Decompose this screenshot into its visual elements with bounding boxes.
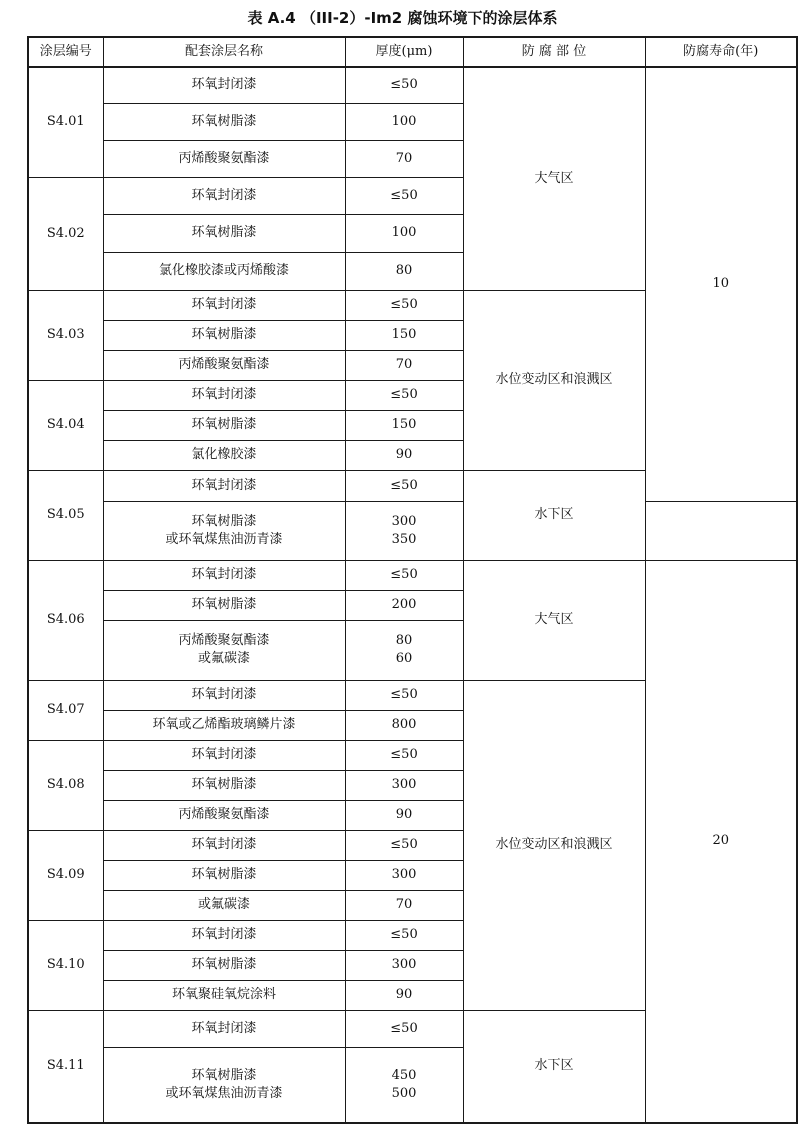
coating-code: S4.02 bbox=[28, 177, 103, 290]
table-row bbox=[28, 67, 797, 103]
coating-code: S4.04 bbox=[28, 380, 103, 470]
coating-name: 环氧树脂漆 bbox=[103, 410, 345, 440]
coating-name: 环氧树脂漆 bbox=[103, 950, 345, 980]
coating-thickness bbox=[345, 620, 463, 680]
zone-underwater: 水下区 bbox=[463, 1010, 645, 1123]
coating-code: S4.06 bbox=[28, 560, 103, 680]
table-body bbox=[28, 67, 797, 1123]
coating-thickness: 200 bbox=[345, 590, 463, 620]
coating-name-line: 或环氧煤焦油沥青漆 bbox=[165, 1085, 283, 1101]
coating-name: 环氧或乙烯酯玻璃鳞片漆 bbox=[103, 710, 345, 740]
service-life-20: 20 bbox=[645, 560, 797, 1123]
coating-thickness: ≤50 bbox=[345, 920, 463, 950]
zone-splash: 水位变动区和浪溅区 bbox=[463, 290, 645, 470]
table-row bbox=[28, 501, 797, 560]
coating-name: 环氧封闭漆 bbox=[103, 560, 345, 590]
coating-thickness: ≤50 bbox=[345, 680, 463, 710]
coating-name bbox=[103, 620, 345, 680]
thickness-line: 450 bbox=[391, 1067, 417, 1083]
thickness-line: 60 bbox=[395, 651, 413, 666]
coating-name: 环氧封闭漆 bbox=[103, 67, 345, 103]
coating-code: S4.05 bbox=[28, 470, 103, 560]
coating-thickness: ≤50 bbox=[345, 380, 463, 410]
coating-code: S4.07 bbox=[28, 680, 103, 740]
coating-name bbox=[103, 1047, 345, 1123]
coating-name: 环氧树脂漆 bbox=[103, 103, 345, 140]
coating-thickness: 150 bbox=[345, 320, 463, 350]
coating-name: 丙烯酸聚氨酯漆 bbox=[103, 140, 345, 177]
coating-name: 环氧封闭漆 bbox=[103, 830, 345, 860]
coating-name: 环氧封闭漆 bbox=[103, 177, 345, 214]
coating-name: 或氟碳漆 bbox=[103, 890, 345, 920]
coating-thickness: 100 bbox=[345, 103, 463, 140]
coating-name-line: 环氧树脂漆 bbox=[191, 513, 257, 529]
coating-thickness: ≤50 bbox=[345, 290, 463, 320]
coating-name: 环氧树脂漆 bbox=[103, 860, 345, 890]
coating-name: 环氧封闭漆 bbox=[103, 1010, 345, 1047]
coating-name: 环氧树脂漆 bbox=[103, 770, 345, 800]
coating-thickness: ≤50 bbox=[345, 740, 463, 770]
thickness-line: 300 bbox=[391, 513, 417, 529]
service-life-10: 10 bbox=[645, 67, 797, 501]
coating-thickness: 300 bbox=[345, 860, 463, 890]
coating-name: 环氧封闭漆 bbox=[103, 470, 345, 501]
header-row bbox=[28, 37, 797, 67]
coating-code: S4.01 bbox=[28, 67, 103, 177]
coating-code: S4.09 bbox=[28, 830, 103, 920]
zone-underwater: 水下区 bbox=[463, 470, 645, 560]
coating-thickness: 300 bbox=[345, 950, 463, 980]
header-service-life: 防腐寿命(年) bbox=[645, 37, 797, 67]
coating-code: S4.03 bbox=[28, 290, 103, 380]
coating-thickness: 70 bbox=[345, 890, 463, 920]
coating-thickness: ≤50 bbox=[345, 1010, 463, 1047]
coating-name: 环氧封闭漆 bbox=[103, 920, 345, 950]
coating-thickness: 70 bbox=[345, 140, 463, 177]
coating-thickness: ≤50 bbox=[345, 177, 463, 214]
coating-name-line: 环氧树脂漆 bbox=[191, 1067, 257, 1083]
coating-name-line: 或环氧煤焦油沥青漆 bbox=[165, 531, 283, 547]
zone-atmospheric: 大气区 bbox=[463, 560, 645, 680]
header-thickness: 厚度(μm) bbox=[345, 37, 463, 67]
coating-name: 环氧封闭漆 bbox=[103, 380, 345, 410]
coating-name: 环氧封闭漆 bbox=[103, 740, 345, 770]
coating-code: S4.08 bbox=[28, 740, 103, 830]
thickness-line: 350 bbox=[391, 531, 417, 547]
coating-name: 氯化橡胶漆 bbox=[103, 440, 345, 470]
header-code: 涂层编号 bbox=[28, 37, 103, 67]
thickness-line: 80 bbox=[395, 633, 413, 648]
coating-name-line: 丙烯酸聚氨酯漆 bbox=[178, 633, 270, 648]
zone-atmospheric: 大气区 bbox=[463, 67, 645, 290]
coating-thickness: 100 bbox=[345, 214, 463, 252]
coating-thickness: ≤50 bbox=[345, 67, 463, 103]
coating-name-line: 或氟碳漆 bbox=[197, 651, 250, 666]
coating-name bbox=[103, 501, 345, 560]
coating-thickness: 90 bbox=[345, 980, 463, 1010]
table-row bbox=[28, 560, 797, 590]
coating-thickness: 300 bbox=[345, 770, 463, 800]
coating-thickness: 70 bbox=[345, 350, 463, 380]
coating-thickness: 150 bbox=[345, 410, 463, 440]
coating-code: S4.10 bbox=[28, 920, 103, 1010]
coating-name: 环氧树脂漆 bbox=[103, 590, 345, 620]
coating-name: 丙烯酸聚氨酯漆 bbox=[103, 350, 345, 380]
coating-thickness: 90 bbox=[345, 800, 463, 830]
coating-name: 环氧封闭漆 bbox=[103, 290, 345, 320]
coating-name: 氯化橡胶漆或丙烯酸漆 bbox=[103, 252, 345, 290]
coating-thickness: 80 bbox=[345, 252, 463, 290]
coating-thickness: ≤50 bbox=[345, 830, 463, 860]
coating-thickness: 800 bbox=[345, 710, 463, 740]
coating-code: S4.11 bbox=[28, 1010, 103, 1123]
thickness-line: 500 bbox=[391, 1085, 417, 1101]
coating-thickness bbox=[345, 1047, 463, 1123]
header-coating-name: 配套涂层名称 bbox=[103, 37, 345, 67]
coating-spec-table bbox=[27, 36, 798, 1124]
header-protection-zone: 防 腐 部 位 bbox=[463, 37, 645, 67]
coating-thickness bbox=[345, 501, 463, 560]
coating-name: 环氧封闭漆 bbox=[103, 680, 345, 710]
coating-thickness: ≤50 bbox=[345, 560, 463, 590]
zone-splash: 水位变动区和浪溅区 bbox=[463, 680, 645, 1010]
coating-name: 丙烯酸聚氨酯漆 bbox=[103, 800, 345, 830]
page-title: 表 A.4 （III-2）-Im2 腐蚀环境下的涂层体系 bbox=[247, 9, 558, 27]
coating-thickness: ≤50 bbox=[345, 470, 463, 501]
coating-name: 环氧树脂漆 bbox=[103, 320, 345, 350]
coating-name: 环氧聚硅氧烷涂料 bbox=[103, 980, 345, 1010]
coating-thickness: 90 bbox=[345, 440, 463, 470]
coating-name: 环氧树脂漆 bbox=[103, 214, 345, 252]
